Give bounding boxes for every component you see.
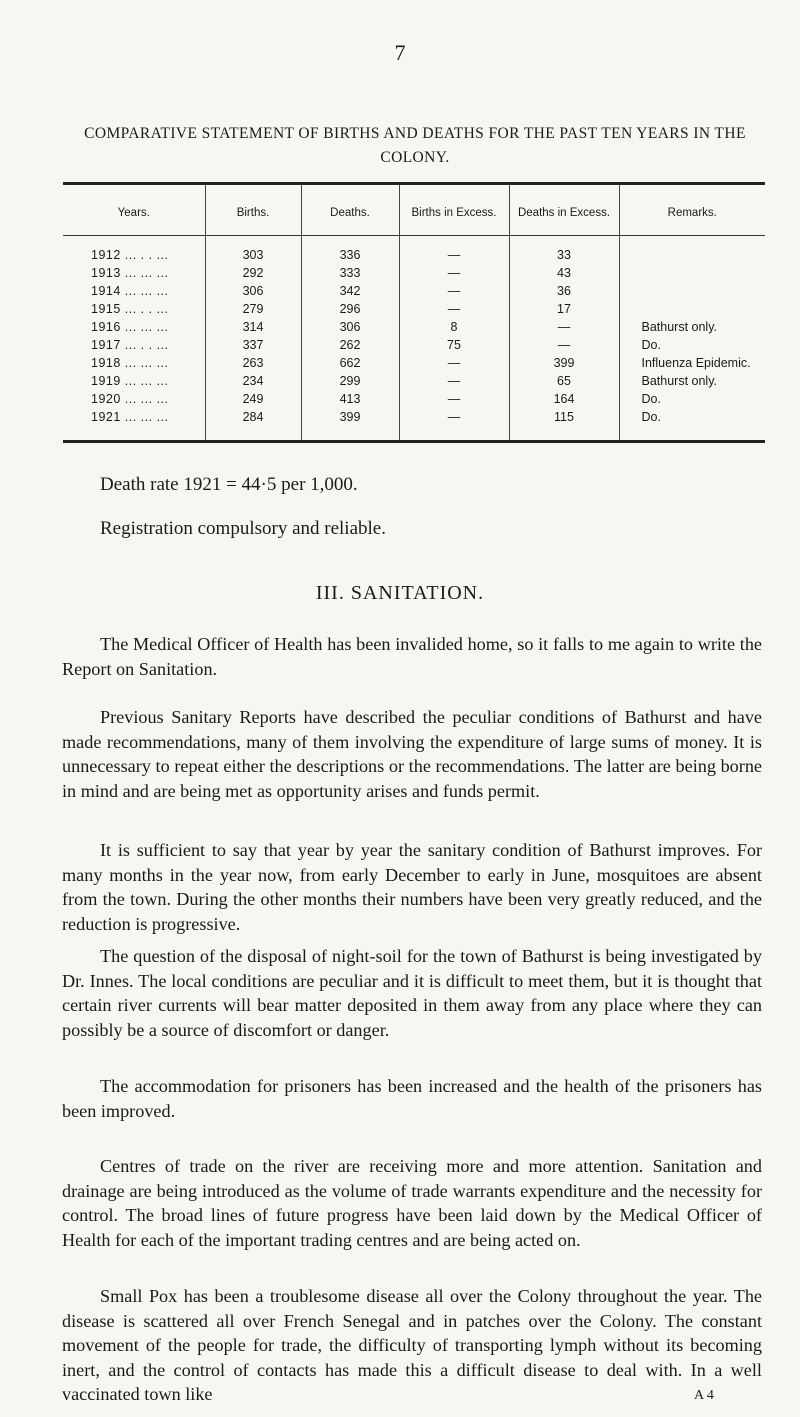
paragraph: Small Pox has been a troublesome disease all over the Colony throughout the year. The disease is scattered all over French Senegal and in patches over the Colony. The constant movement of the people for trade, the difficulty of transporting lymph without its becoming inert, and the control of contacts has made this a difficult disease to deal with. In a well vaccinated town like xyxy=(62,1286,762,1404)
table-row xyxy=(63,264,765,282)
header-years: Years. xyxy=(63,184,205,236)
cell-births-excess: — xyxy=(399,372,509,390)
cell-year: 1918 ... ... ... xyxy=(91,356,169,370)
cell-deaths-excess: 43 xyxy=(509,264,619,282)
cell-deaths: 299 xyxy=(301,372,399,390)
cell-births-excess: — xyxy=(399,264,509,282)
header-births-excess: Births in Excess. xyxy=(399,184,509,236)
paragraph: It is sufficient to say that year by year the sanitary condition of Bathurst improves. For many months in the year now, from early December to early in June, mosquitoes are absent from the town. During the other months their numbers have been very greatly reduced, and the reduction is progressive. xyxy=(62,840,762,934)
cell-remarks xyxy=(619,282,765,300)
paragraph: The Medical Officer of Health has been invalided home, so it falls to me again to write the Report on Sanitation. xyxy=(62,634,762,679)
cell-remarks: Bathurst only. xyxy=(619,372,765,390)
registration-note: Registration compulsory and reliable. xyxy=(100,518,386,539)
cell-deaths-excess: 17 xyxy=(509,300,619,318)
page-number: 7 xyxy=(394,40,406,65)
table-title: COMPARATIVE STATEMENT OF BIRTHS AND DEATHS FOR THE PAST TEN YEARS IN THE COLONY. xyxy=(84,125,746,166)
cell-deaths: 413 xyxy=(301,390,399,408)
death-rate: Death rate 1921 = 44·5 per 1,000. xyxy=(100,474,358,495)
section-heading: III. SANITATION. xyxy=(315,582,485,604)
cell-year: 1921 ... ... ... xyxy=(63,408,205,442)
cell-deaths: 336 xyxy=(301,236,399,265)
cell-births-excess: 8 xyxy=(399,318,509,336)
cell-births: 292 xyxy=(205,264,301,282)
table-row xyxy=(63,336,765,354)
cell-remarks: Bathurst only. xyxy=(619,318,765,336)
cell-births: 284 xyxy=(205,408,301,442)
paragraph: The accommodation for prisoners has been increased and the health of the prisoners has been improved. xyxy=(62,1076,762,1121)
table-row xyxy=(63,300,765,318)
table-row xyxy=(63,318,765,336)
cell-deaths-excess: — xyxy=(509,318,619,336)
cell-remarks xyxy=(619,264,765,282)
cell-deaths-excess: 33 xyxy=(509,236,619,265)
cell-deaths-excess: — xyxy=(509,336,619,354)
header-remarks: Remarks. xyxy=(619,184,765,236)
cell-births: 303 xyxy=(205,236,301,265)
table-row xyxy=(63,408,765,442)
cell-remarks xyxy=(619,300,765,318)
cell-births-excess: — xyxy=(399,300,509,318)
header-deaths-excess: Deaths in Excess. xyxy=(509,184,619,236)
cell-deaths: 262 xyxy=(301,336,399,354)
cell-deaths: 662 xyxy=(301,354,399,372)
table-row xyxy=(63,372,765,390)
cell-year: 1916 ... ... ... xyxy=(91,320,169,334)
cell-year: 1913 ... ... ... xyxy=(91,266,169,280)
cell-births: 234 xyxy=(205,372,301,390)
cell-deaths: 333 xyxy=(301,264,399,282)
births-deaths-table xyxy=(63,182,765,443)
cell-births: 263 xyxy=(205,354,301,372)
cell-deaths: 399 xyxy=(301,408,399,442)
table-row xyxy=(63,390,765,408)
cell-births: 306 xyxy=(205,282,301,300)
cell-births-excess: — xyxy=(399,408,509,442)
cell-deaths: 306 xyxy=(301,318,399,336)
cell-deaths-excess: 115 xyxy=(509,408,619,442)
cell-births-excess: — xyxy=(399,282,509,300)
cell-deaths-excess: 399 xyxy=(509,354,619,372)
cell-births-excess: — xyxy=(399,354,509,372)
cell-deaths: 296 xyxy=(301,300,399,318)
cell-births: 279 xyxy=(205,300,301,318)
table-row xyxy=(63,282,765,300)
cell-remarks: Do. xyxy=(619,408,765,442)
cell-births-excess: — xyxy=(399,236,509,265)
cell-deaths-excess: 65 xyxy=(509,372,619,390)
paragraph: Centres of trade on the river are receiving more and more attention. Sanitation and drainage are being introduced as the volume of trade warrants expenditure and the necessity for control. The broad lines of future progress have been laid down by the Medical Officer of Health for each of the important trading centres and are being acted on. xyxy=(62,1156,762,1250)
cell-remarks: Influenza Epidemic. xyxy=(619,354,765,372)
paragraph: The question of the disposal of night-soil for the town of Bathurst is being investigated by Dr. Innes. The local conditions are peculiar and it is difficult to meet them, but it is thought that certain river currents will bear matter deposited in them away from any place where they can possibly be a source of discomfort or danger. xyxy=(62,946,762,1040)
cell-remarks: Do. xyxy=(619,336,765,354)
cell-births-excess: 75 xyxy=(399,336,509,354)
cell-year: 1919 ... ... ... xyxy=(91,374,169,388)
cell-year: 1914 ... ... ... xyxy=(91,284,169,298)
cell-year: 1917 ... . . ... xyxy=(91,338,169,352)
header-deaths: Deaths. xyxy=(301,184,399,236)
cell-remarks: Do. xyxy=(619,390,765,408)
cell-births-excess: — xyxy=(399,390,509,408)
cell-year: 1915 ... . . ... xyxy=(91,302,169,316)
cell-year: 1920 ... ... ... xyxy=(91,392,169,406)
table-header-row xyxy=(63,184,765,236)
cell-deaths-excess: 164 xyxy=(509,390,619,408)
cell-births: 314 xyxy=(205,318,301,336)
header-births: Births. xyxy=(205,184,301,236)
cell-year: 1912 ... . . ... xyxy=(91,248,169,262)
page-signature: A 4 xyxy=(694,1388,714,1403)
cell-deaths-excess: 36 xyxy=(509,282,619,300)
table-row xyxy=(63,354,765,372)
table-row xyxy=(63,236,765,265)
cell-births: 337 xyxy=(205,336,301,354)
cell-deaths: 342 xyxy=(301,282,399,300)
cell-remarks xyxy=(619,236,765,265)
cell-births: 249 xyxy=(205,390,301,408)
paragraph: Previous Sanitary Reports have described the peculiar conditions of Bathurst and have made recommendations, many of them involving the expenditure of large sums of money. It is unnecessary to repeat either the descriptions or the recommendations. The latter are being borne in mind and are being met as opportunity arises and funds permit. xyxy=(62,707,762,801)
